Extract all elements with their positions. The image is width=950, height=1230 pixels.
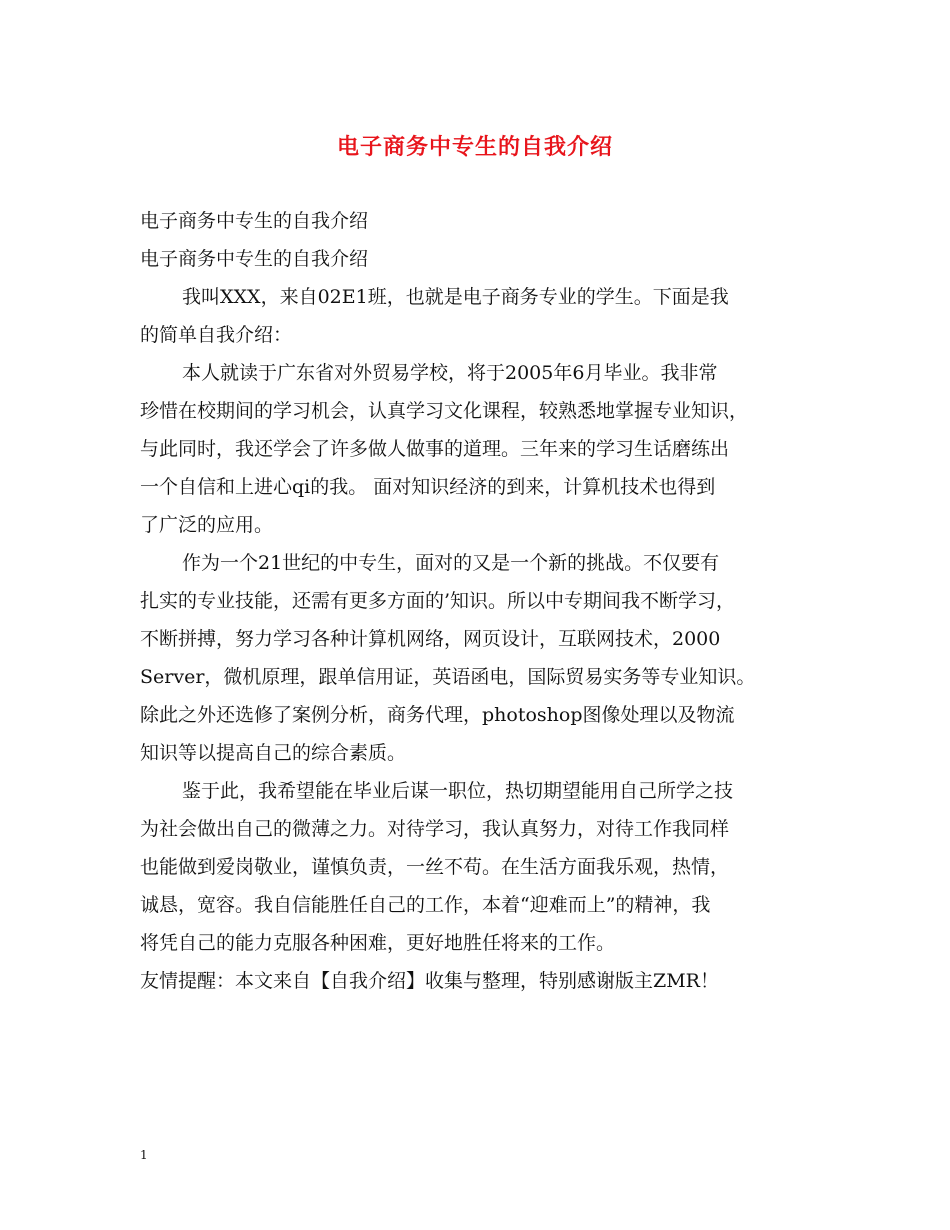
- body-line: 的简单自我介绍：: [140, 324, 293, 346]
- body-line: 也能做到爱岗敬业，谨慎负责，一丝不苟。在生活方面我乐观，热情，: [140, 856, 730, 878]
- document-body: [140, 202, 830, 1000]
- body-line: 电子商务中专生的自我介绍: [140, 248, 369, 270]
- body-line: 除此之外还选修了案例分析，商务代理，photoshop图像处理以及物流: [140, 704, 735, 726]
- body-line: 我叫XXX，来自02E1班，也就是电子商务专业的学生。下面是我: [182, 286, 729, 308]
- body-line: 诚恳，宽容。我自信能胜任自己的工作，本着“迎难而上”的精神，我: [140, 894, 711, 916]
- body-line: 与此同时，我还学会了许多做人做事的道理。三年来的学习生话磨练出: [140, 438, 730, 460]
- body-line: 电子商务中专生的自我介绍: [140, 210, 369, 232]
- body-line: 本人就读于广东省对外贸易学校，将于2005年6月毕业。我非常: [182, 362, 718, 384]
- body-line: 将凭自己的能力克服各种困难，更好地胜任将来的工作。: [140, 932, 616, 954]
- body-line: 知识等以提高自己的综合素质。: [140, 742, 407, 764]
- body-line: 不断拼搏，努力学习各种计算机网络，网页设计，互联网技术，2000: [140, 628, 721, 650]
- document-title: 电子商务中专生的自我介绍: [336, 134, 613, 160]
- body-line: 扎实的专业技能，还需有更多方面的’知识。所以中专期间我不断学习，: [140, 590, 736, 612]
- body-line: 了广泛的应用。: [140, 514, 274, 536]
- page-number: 1: [140, 1148, 148, 1162]
- body-line: 作为一个21世纪的中专生，面对的又是一个新的挑战。不仅要有: [182, 552, 720, 574]
- body-line: 为社会做出自己的微薄之力。对待学习，我认真努力，对待工作我同样: [140, 818, 730, 840]
- body-line: 一个自信和上进心qi的我。 面对知识经济的到来，计算机技术也得到: [140, 476, 716, 498]
- reminder-line: 友情提醒：本文来自【自我介绍】收集与整理，特别感谢版主ZMR！: [140, 970, 719, 992]
- body-line: 珍惜在校期间的学习机会，认真学习文化课程，较熟悉地掌握专业知识，: [140, 400, 749, 422]
- body-line: 鉴于此，我希望能在毕业后谋一职位，热切期望能用自己所学之技: [182, 780, 734, 802]
- body-line: Server，微机原理，跟单信用证，英语函电，国际贸易实务等专业知识。: [140, 666, 756, 688]
